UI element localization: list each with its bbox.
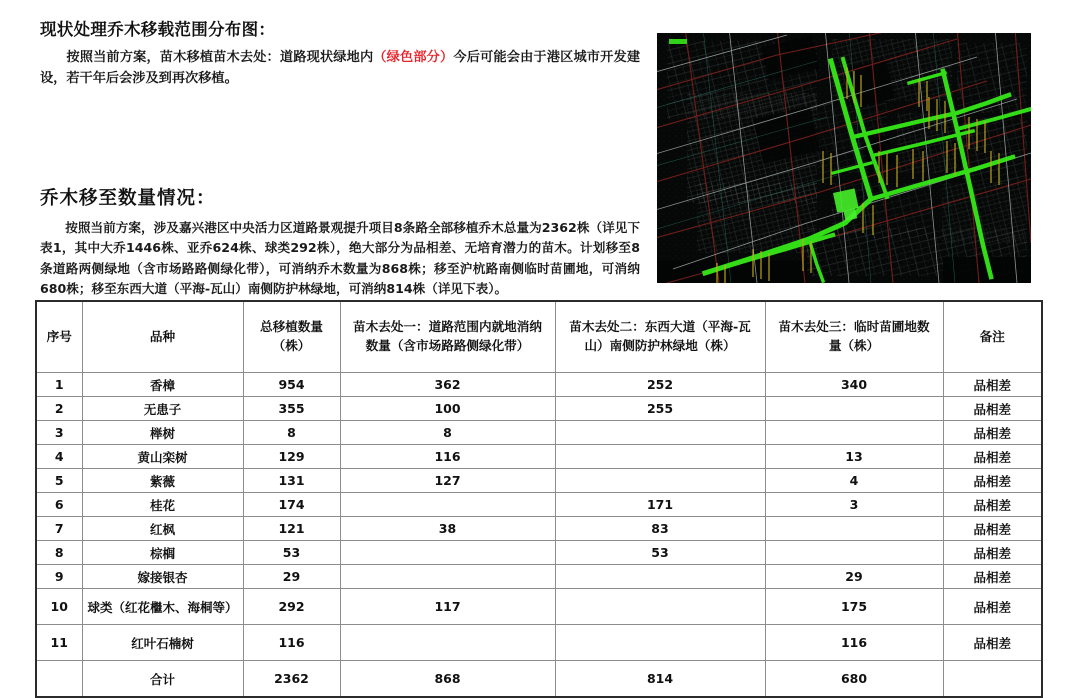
cell-destination-1 — [340, 565, 555, 589]
table-total-row — [36, 661, 1042, 698]
cell-index: 2 — [36, 397, 82, 421]
cell-destination-3 — [765, 397, 943, 421]
cell-destination-1 — [340, 625, 555, 661]
table-row — [36, 445, 1042, 469]
cell-remark: 品相差 — [943, 373, 1042, 397]
col-header-destination-3-line2: 量（株） — [828, 338, 880, 353]
distribution-map-image — [657, 33, 1031, 283]
col-header-destination-2 — [555, 301, 765, 373]
cell-index: 1 — [36, 373, 82, 397]
paragraph-lead-text: 按照当前方案，苗木移植苗木去处：道路现状绿地内 — [66, 50, 374, 66]
cell-species: 榉树 — [82, 421, 243, 445]
cell-destination-1: 8 — [340, 421, 555, 445]
cell-total: 53 — [243, 541, 340, 565]
cell-destination-3: 340 — [765, 373, 943, 397]
table-row — [36, 421, 1042, 445]
col-header-destination-3-line1: 苗木去处三：临时苗圃地数 — [778, 319, 930, 335]
cell-species: 香樟 — [82, 373, 243, 397]
col-header-remark — [943, 301, 1042, 373]
cell-destination-2 — [555, 469, 765, 493]
tree-relocation-table-wrapper — [35, 300, 1041, 698]
cell-destination-1 — [340, 493, 555, 517]
table-row — [36, 373, 1042, 397]
cell-destination-1: 117 — [340, 589, 555, 625]
cell-destination-2: 255 — [555, 397, 765, 421]
cell-species: 紫薇 — [82, 469, 243, 493]
table-row — [36, 469, 1042, 493]
cell-index: 4 — [36, 445, 82, 469]
cell-remark: 品相差 — [943, 589, 1042, 625]
table-row — [36, 397, 1042, 421]
cell-destination-2: 252 — [555, 373, 765, 397]
cell-destination-3: 29 — [765, 565, 943, 589]
cell-total: 29 — [243, 565, 340, 589]
cell-species: 嫁接银杏 — [82, 565, 243, 589]
col-header-remark-line1: 备注 — [979, 328, 1005, 344]
col-header-destination-2-line1: 苗木去处二：东西大道（平海-瓦 — [569, 319, 751, 335]
content-column — [40, 18, 640, 299]
paragraph-quantity: 按照当前方案，涉及嘉兴港区中央活力区道路景观提升项目8条路全部移植乔木总量为2362株（详见下表1，其中大乔1446株、亚乔624株、球类292株），绝大部分为品相差、无培育潜力的苗木。计划移至8条道路两侧绿地（含市场路路侧绿化带），可消纳乔木数量为868株；移至沪杭路南侧临时苗圃地，可消纳680株；移至东西大道（平海-瓦山）南侧防护林绿地，可消纳814株（详见下表）。 — [40, 219, 640, 296]
cell-index: 10 — [36, 589, 82, 625]
cell-index: 3 — [36, 421, 82, 445]
table-row — [36, 565, 1042, 589]
cell-remark: 品相差 — [943, 397, 1042, 421]
col-header-destination-3 — [765, 301, 943, 373]
col-header-destination-2-line2: 山）南侧防护林绿地（株） — [584, 338, 736, 353]
cell-destination-3: 116 — [765, 625, 943, 661]
cell-species: 桂花 — [82, 493, 243, 517]
cell-destination-3: 175 — [765, 589, 943, 625]
table-row — [36, 625, 1042, 661]
col-header-destination-1-line1: 苗木去处一：道路范围内就地消纳 — [353, 319, 542, 335]
cell-total-index — [36, 661, 82, 698]
cell-destination-1: 362 — [340, 373, 555, 397]
cell-destination-2 — [555, 565, 765, 589]
cell-total: 129 — [243, 445, 340, 469]
cell-total-label: 合计 — [82, 661, 243, 698]
cell-destination-3: 13 — [765, 445, 943, 469]
cell-destination-3: 3 — [765, 493, 943, 517]
cell-destination-2 — [555, 421, 765, 445]
cell-destination-2 — [555, 445, 765, 469]
cell-remark: 品相差 — [943, 469, 1042, 493]
map-cad-drawing — [657, 33, 1031, 283]
cell-total: 8 — [243, 421, 340, 445]
col-header-total-line1: 总移植数量 — [260, 319, 323, 335]
table-row — [36, 517, 1042, 541]
paragraph-tail-text: 今后可能会由于港区城市开发建设，若干年后会涉及到再次移植。 — [40, 50, 641, 87]
cell-destination-2 — [555, 589, 765, 625]
cell-destination-2: 83 — [555, 517, 765, 541]
cell-total-destination-3: 680 — [765, 661, 943, 698]
map-legend-mark — [669, 39, 687, 44]
cell-remark: 品相差 — [943, 445, 1042, 469]
table-row — [36, 541, 1042, 565]
section-heading-quantity: 乔木移至数量情况： — [40, 187, 216, 209]
cell-destination-3: 4 — [765, 469, 943, 493]
col-header-index-line1: 序号 — [46, 328, 72, 344]
cell-total: 355 — [243, 397, 340, 421]
table-body — [36, 373, 1042, 698]
table-row — [36, 589, 1042, 625]
cell-destination-2: 53 — [555, 541, 765, 565]
col-header-destination-1-line2: 数量（含市场路路侧绿化带） — [365, 338, 530, 353]
table-header-row — [36, 301, 1042, 373]
section-heading-distribution-map: 现状处理乔木移载范围分布图： — [40, 20, 276, 39]
cell-destination-3 — [765, 517, 943, 541]
cell-destination-3 — [765, 541, 943, 565]
table-header — [36, 301, 1042, 373]
cell-index: 9 — [36, 565, 82, 589]
cell-remark: 品相差 — [943, 625, 1042, 661]
col-header-index — [36, 301, 82, 373]
cell-index: 6 — [36, 493, 82, 517]
cell-total: 954 — [243, 373, 340, 397]
cell-total: 121 — [243, 517, 340, 541]
cell-total: 292 — [243, 589, 340, 625]
cell-destination-1: 127 — [340, 469, 555, 493]
cell-index: 7 — [36, 517, 82, 541]
cell-index: 8 — [36, 541, 82, 565]
cell-remark: 品相差 — [943, 421, 1042, 445]
table-row — [36, 493, 1042, 517]
cell-species: 棕榈 — [82, 541, 243, 565]
cell-destination-1: 100 — [340, 397, 555, 421]
cell-index: 11 — [36, 625, 82, 661]
cell-species: 红枫 — [82, 517, 243, 541]
cell-remark: 品相差 — [943, 517, 1042, 541]
cell-total: 174 — [243, 493, 340, 517]
cell-remark: 品相差 — [943, 541, 1042, 565]
cell-total: 131 — [243, 469, 340, 493]
cell-total: 116 — [243, 625, 340, 661]
cell-total-destination-2: 814 — [555, 661, 765, 698]
cell-destination-2 — [555, 625, 765, 661]
cell-destination-2: 171 — [555, 493, 765, 517]
cell-total-total: 2362 — [243, 661, 340, 698]
tree-relocation-table — [35, 300, 1043, 698]
cell-species: 红叶石楠树 — [82, 625, 243, 661]
cell-index: 5 — [36, 469, 82, 493]
cell-destination-1: 38 — [340, 517, 555, 541]
cell-destination-1: 116 — [340, 445, 555, 469]
col-header-total-line2: （株） — [272, 338, 311, 353]
cell-species: 球类（红花檵木、海桐等） — [82, 589, 243, 625]
cell-total-destination-1: 868 — [340, 661, 555, 698]
paragraph-distribution-map — [40, 47, 640, 90]
cell-species: 无患子 — [82, 397, 243, 421]
cell-remark: 品相差 — [943, 493, 1042, 517]
cell-remark: 品相差 — [943, 565, 1042, 589]
cell-destination-3 — [765, 421, 943, 445]
section-quantity — [40, 186, 640, 299]
col-header-destination-1 — [340, 301, 555, 373]
cell-total-remark — [943, 661, 1042, 698]
col-header-species — [82, 301, 243, 373]
col-header-species-line1: 品种 — [149, 328, 176, 344]
cell-destination-1 — [340, 541, 555, 565]
cell-species: 黄山栾树 — [82, 445, 243, 469]
green-part-note: （绿色部分） — [373, 50, 454, 66]
col-header-total — [243, 301, 340, 373]
